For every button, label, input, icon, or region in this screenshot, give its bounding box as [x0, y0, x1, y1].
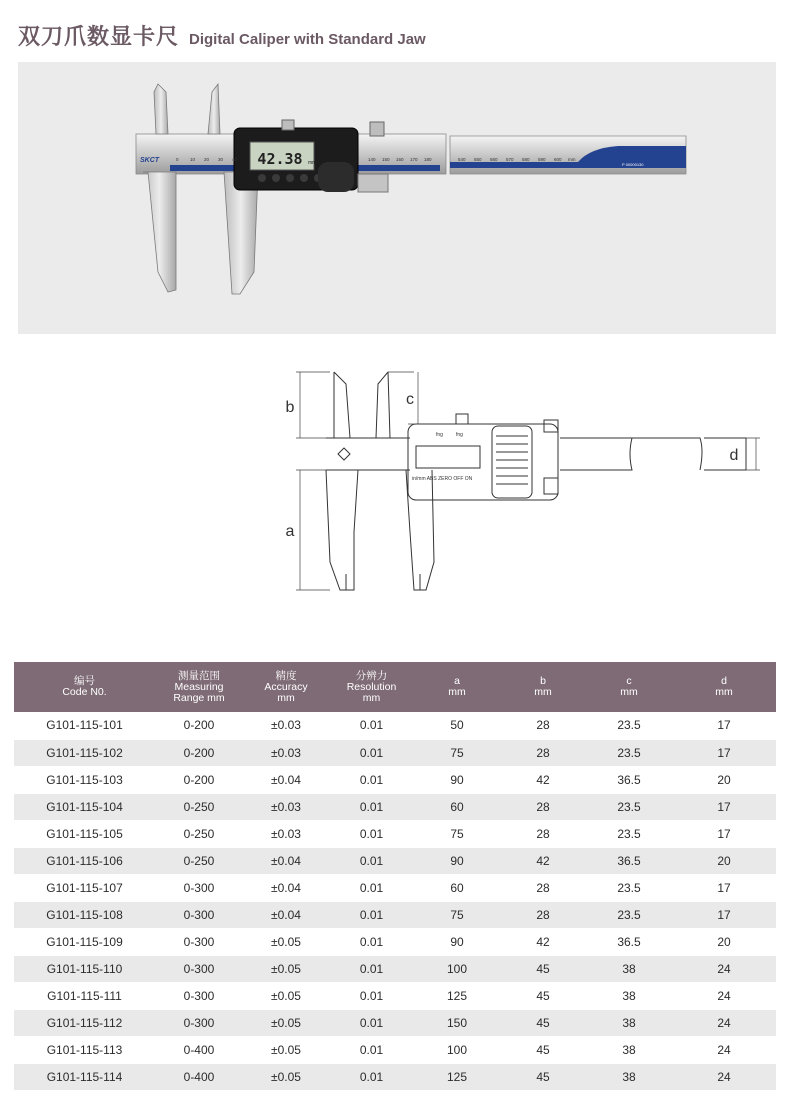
beam-segment [560, 438, 702, 470]
cell-a: 100 [414, 1036, 500, 1063]
caliper-photo-illustration [18, 62, 776, 334]
table-row [14, 874, 776, 901]
cell-b: 28 [500, 820, 586, 847]
cell-d: 20 [672, 847, 776, 874]
header-en: b [540, 675, 546, 687]
sliding-jaw-upper [208, 84, 220, 134]
cell-c: 23.5 [586, 793, 672, 820]
cell-a: 90 [414, 847, 500, 874]
cell-code: G101-115-108 [14, 901, 155, 928]
svg-text:570: 570 [506, 157, 514, 162]
cell-resolution: 0.01 [329, 739, 414, 766]
svg-text:10: 10 [190, 157, 196, 162]
cell-accuracy: ±0.05 [243, 1009, 329, 1036]
thumb-wheel [492, 426, 532, 498]
cell-a: 75 [414, 901, 500, 928]
table-row [14, 766, 776, 793]
header-cn: 编号 [74, 675, 95, 687]
cell-range: 0-250 [155, 793, 243, 820]
cell-range: 0-200 [155, 739, 243, 766]
cell-accuracy: ±0.03 [243, 739, 329, 766]
table-row [14, 1009, 776, 1036]
fine-adjust-clamp [358, 174, 388, 192]
table-header-row [14, 662, 776, 712]
header-en: Code N0. [62, 686, 107, 698]
header-code [14, 662, 155, 712]
cell-c: 38 [586, 1009, 672, 1036]
svg-text:550: 550 [474, 157, 482, 162]
cell-b: 42 [500, 847, 586, 874]
cell-a: 100 [414, 955, 500, 982]
cell-c: 36.5 [586, 847, 672, 874]
cell-c: 38 [586, 982, 672, 1009]
cell-range: 0-250 [155, 847, 243, 874]
header-en: mm [362, 691, 381, 704]
cell-b: 28 [500, 712, 586, 739]
cell-accuracy: ±0.05 [243, 1063, 329, 1090]
cell-resolution: 0.01 [329, 982, 414, 1009]
svg-text:580: 580 [522, 157, 530, 162]
header-resolution [329, 662, 414, 712]
cell-c: 38 [586, 1036, 672, 1063]
cell-b: 45 [500, 1036, 586, 1063]
cell-a: 125 [414, 982, 500, 1009]
lock-screw-left [282, 120, 294, 130]
cell-accuracy: ±0.05 [243, 1036, 329, 1063]
cell-resolution: 0.01 [329, 1036, 414, 1063]
header-a [414, 662, 500, 712]
cell-code: G101-115-110 [14, 955, 155, 982]
label-b: b [285, 399, 295, 416]
cell-range: 0-300 [155, 982, 243, 1009]
svg-text:590: 590 [538, 157, 546, 162]
cell-range: 0-250 [155, 820, 243, 847]
display-top-right: fng [456, 432, 463, 438]
cell-code: G101-115-106 [14, 847, 155, 874]
cell-range: 0-400 [155, 1063, 243, 1090]
cell-c: 23.5 [586, 820, 672, 847]
fixed-jaw-lower [326, 470, 358, 590]
fixed-jaw-lower [143, 172, 176, 292]
fixed-jaw-upper [154, 84, 168, 134]
cell-range: 0-200 [155, 766, 243, 793]
label-d: d [729, 447, 739, 464]
label-a: a [285, 523, 295, 540]
cell-range: 0-200 [155, 712, 243, 739]
header-c [586, 662, 672, 712]
header-cn: 精度 [275, 669, 297, 682]
cell-b: 42 [500, 766, 586, 793]
cell-accuracy: ±0.04 [243, 874, 329, 901]
cell-range: 0-400 [155, 1036, 243, 1063]
cell-d: 24 [672, 1009, 776, 1036]
lock-screw-right [370, 122, 384, 136]
thumb-roller [318, 162, 354, 192]
cell-range: 0-300 [155, 1009, 243, 1036]
cell-code: G101-115-107 [14, 874, 155, 901]
header-en: Resolution [346, 680, 397, 693]
cell-range: 0-300 [155, 928, 243, 955]
dimension-diagram [260, 362, 780, 612]
cell-resolution: 0.01 [329, 874, 414, 901]
sliding-jaw-lower [406, 470, 434, 590]
table-row [14, 712, 776, 739]
svg-text:540: 540 [458, 157, 466, 162]
cell-accuracy: ±0.05 [243, 955, 329, 982]
fine-adjust [544, 478, 558, 494]
lcd-reading: 42.38 [257, 150, 303, 168]
svg-text:560: 560 [490, 157, 498, 162]
cell-accuracy: ±0.03 [243, 712, 329, 739]
cell-d: 24 [672, 1063, 776, 1090]
header-en: a [454, 675, 460, 687]
table-row [14, 901, 776, 928]
cell-accuracy: ±0.03 [243, 820, 329, 847]
display-body [408, 424, 558, 500]
cell-a: 60 [414, 793, 500, 820]
cell-code: G101-115-101 [14, 712, 155, 739]
header-d [672, 662, 776, 712]
cell-resolution: 0.01 [329, 928, 414, 955]
table-row [14, 793, 776, 820]
display-lcd [416, 446, 480, 468]
cell-a: 50 [414, 712, 500, 739]
cell-b: 45 [500, 982, 586, 1009]
cell-accuracy: ±0.04 [243, 847, 329, 874]
cell-c: 38 [586, 955, 672, 982]
cell-range: 0-300 [155, 874, 243, 901]
header-en: mm [277, 691, 295, 704]
header-range [155, 662, 243, 712]
cell-d: 20 [672, 766, 776, 793]
svg-text:40: 40 [232, 157, 238, 162]
cell-c: 23.5 [586, 874, 672, 901]
cell-resolution: 0.01 [329, 955, 414, 982]
cell-d: 17 [672, 901, 776, 928]
cell-code: G101-115-112 [14, 1009, 155, 1036]
cell-resolution: 0.01 [329, 793, 414, 820]
table-row [14, 847, 776, 874]
header-en: c [626, 675, 632, 687]
cell-resolution: 0.01 [329, 820, 414, 847]
cell-a: 75 [414, 739, 500, 766]
product-photo [18, 62, 776, 334]
table-row [14, 982, 776, 1009]
title-chinese: 双刀爪数显卡尺 [18, 25, 180, 50]
cell-code: G101-115-111 [14, 982, 155, 1009]
cell-c: 38 [586, 1063, 672, 1090]
cell-c: 36.5 [586, 766, 672, 793]
display-top-left: fng [436, 432, 443, 438]
cell-c: 23.5 [586, 712, 672, 739]
lcd-unit: mm [308, 160, 317, 166]
brand-logo: SKCT [140, 157, 160, 164]
sliding-jaw-upper [376, 372, 388, 438]
svg-text:170: 170 [410, 157, 418, 162]
header-en: mm [448, 686, 466, 698]
header-en: mm [534, 686, 552, 698]
table-row [14, 739, 776, 766]
fixed-jaw-upper [334, 372, 350, 438]
cell-a: 125 [414, 1063, 500, 1090]
cell-accuracy: ±0.05 [243, 928, 329, 955]
header-cn: 分辨力 [355, 669, 388, 682]
table-body [14, 712, 776, 1090]
table-row [14, 1063, 776, 1090]
cell-accuracy: ±0.04 [243, 901, 329, 928]
cell-a: 90 [414, 766, 500, 793]
scale-strip-right [450, 162, 585, 168]
cell-resolution: 0.01 [329, 901, 414, 928]
serial-number: P 00000130 [622, 162, 644, 167]
svg-text:mm: mm [568, 157, 576, 162]
header-en: Measuring [174, 680, 224, 693]
cell-c: 36.5 [586, 928, 672, 955]
svg-text:140: 140 [368, 157, 376, 162]
cell-resolution: 0.01 [329, 1063, 414, 1090]
cell-d: 17 [672, 712, 776, 739]
cell-a: 90 [414, 928, 500, 955]
header-en: d [721, 675, 727, 687]
cell-a: 150 [414, 1009, 500, 1036]
cell-code: G101-115-103 [14, 766, 155, 793]
cell-d: 17 [672, 874, 776, 901]
svg-text:160: 160 [396, 157, 404, 162]
cell-code: G101-115-113 [14, 1036, 155, 1063]
label-c: c [406, 391, 414, 408]
svg-text:0: 0 [176, 157, 179, 162]
cell-resolution: 0.01 [329, 766, 414, 793]
header-en: Range mm [173, 691, 225, 704]
cell-b: 45 [500, 955, 586, 982]
header-en: mm [715, 686, 733, 698]
spec-table [14, 662, 776, 1091]
table-row [14, 1036, 776, 1063]
table-row [14, 955, 776, 982]
cell-code: G101-115-102 [14, 739, 155, 766]
lock-screw [456, 414, 468, 424]
cell-resolution: 0.01 [329, 847, 414, 874]
brand-diamond [338, 448, 350, 460]
display-buttons: in/mm ABS ZERO OFF ON [412, 476, 473, 482]
cell-b: 42 [500, 928, 586, 955]
svg-text:30: 30 [218, 157, 224, 162]
cell-range: 0-300 [155, 901, 243, 928]
cell-a: 75 [414, 820, 500, 847]
title-english: Digital Caliper with Standard Jaw [189, 31, 426, 48]
beam-end [704, 438, 746, 470]
cell-b: 45 [500, 1009, 586, 1036]
button-off [300, 174, 308, 182]
cell-d: 17 [672, 820, 776, 847]
cell-accuracy: ±0.04 [243, 766, 329, 793]
button-abs [272, 174, 280, 182]
table-row [14, 928, 776, 955]
cell-c: 23.5 [586, 739, 672, 766]
table-row [14, 820, 776, 847]
cell-d: 24 [672, 1036, 776, 1063]
svg-text:150: 150 [382, 157, 390, 162]
svg-text:20: 20 [204, 157, 210, 162]
cell-d: 17 [672, 739, 776, 766]
svg-text:600: 600 [554, 157, 562, 162]
button-zero [286, 174, 294, 182]
svg-text:180: 180 [424, 157, 432, 162]
cell-b: 28 [500, 874, 586, 901]
cell-a: 60 [414, 874, 500, 901]
cell-d: 17 [672, 793, 776, 820]
cell-accuracy: ±0.05 [243, 982, 329, 1009]
cell-b: 28 [500, 901, 586, 928]
cell-d: 24 [672, 955, 776, 982]
cell-b: 28 [500, 793, 586, 820]
cell-code: G101-115-109 [14, 928, 155, 955]
header-cn: 测量范围 [178, 669, 220, 682]
cell-resolution: 0.01 [329, 712, 414, 739]
cell-b: 28 [500, 739, 586, 766]
cell-code: G101-115-105 [14, 820, 155, 847]
cell-accuracy: ±0.03 [243, 793, 329, 820]
cell-d: 20 [672, 928, 776, 955]
cell-resolution: 0.01 [329, 1009, 414, 1036]
cell-code: G101-115-104 [14, 793, 155, 820]
cell-c: 23.5 [586, 901, 672, 928]
cell-code: G101-115-114 [14, 1063, 155, 1090]
header-en: Accuracy [264, 680, 308, 693]
cell-d: 24 [672, 982, 776, 1009]
button-inmm [258, 174, 266, 182]
caliper-line-drawing [260, 362, 780, 612]
page-title [18, 20, 426, 52]
header-accuracy [243, 662, 329, 712]
header-b [500, 662, 586, 712]
cell-b: 45 [500, 1063, 586, 1090]
header-en: mm [620, 686, 638, 698]
cell-range: 0-300 [155, 955, 243, 982]
